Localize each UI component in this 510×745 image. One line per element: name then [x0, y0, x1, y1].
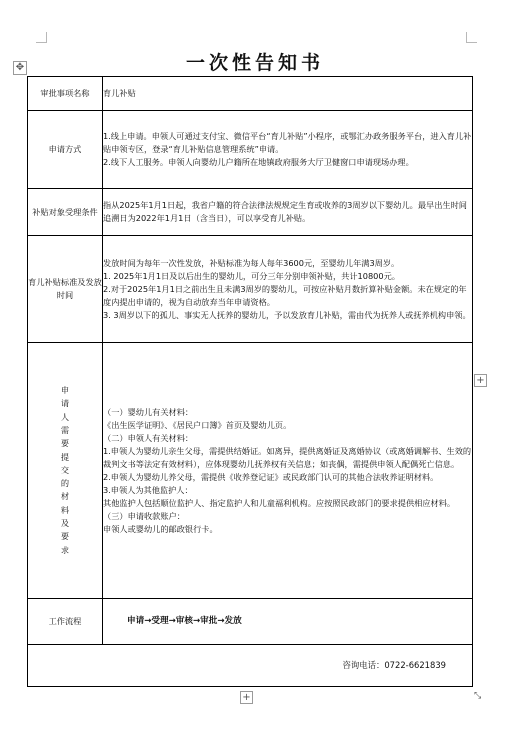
document-title: 一次性告知书	[185, 52, 324, 74]
label-method: 申请方式	[28, 111, 103, 189]
label-standard: 育儿补贴标准及发放时间	[28, 236, 103, 343]
standard-line-4: 3. 3周岁以下的孤儿、事实无人抚养的婴幼儿，予以发放育儿补贴，需由代为抚养人或抚养机构申领。	[103, 309, 471, 320]
materials-line-3: （二）申领人有关材料：	[103, 432, 194, 443]
value-process: 申请→受理→审核→审批→发放	[103, 599, 473, 645]
contact-phone: 咨询电话：0722-6621839	[28, 645, 473, 687]
label-materials-vertical-text: 申请人需要提交的材料及要求	[60, 385, 70, 555]
table-row-materials	[28, 343, 473, 599]
table-row-contact	[28, 645, 473, 687]
label-materials	[28, 343, 103, 599]
materials-line-9: 申领人或婴幼儿的邮政银行卡。	[103, 523, 218, 534]
value-method	[103, 111, 473, 189]
table-row-method	[28, 111, 473, 189]
add-column-button[interactable]: +	[474, 374, 487, 387]
standard-line-1: 发放时间为每年一次性发放，补贴标准为每人每年3600元，至婴幼儿年满3周岁。	[103, 257, 400, 268]
materials-line-8: （三）申请收款账户：	[103, 510, 185, 521]
page-corner-mark-top-left	[36, 32, 47, 43]
label-target: 补贴对象受理条件	[28, 189, 103, 236]
notice-table	[27, 76, 473, 687]
materials-line-1: （一）婴幼儿有关材料：	[103, 406, 194, 417]
value-item-name: 育儿补贴	[103, 77, 473, 111]
table-row-standard	[28, 236, 473, 343]
method-line-1: 1.线上申请。申领人可通过支付宝、微信平台“育儿补贴”小程序，或鄂汇办政务服务平台，进入育儿补贴申领专区，登录“育儿补贴信息管理系统”申请。	[103, 131, 472, 154]
materials-line-2: 《出生医学证明》、《居民户口簿》首页及婴幼儿页。	[103, 419, 292, 430]
page-corner-mark-top-right	[466, 32, 477, 43]
table-row-item	[28, 77, 473, 111]
add-row-button[interactable]: +	[240, 691, 253, 704]
value-materials	[103, 343, 473, 599]
materials-line-5: 2.申领人为婴幼儿养父母，需提供《收养登记证》或民政部门认可的其他合法收养证明材料。	[103, 471, 439, 482]
materials-line-4: 1.申领人为婴幼儿亲生父母，需提供结婚证。如离异，提供离婚证及离婚协议（或离婚调解书、生效的裁判文书等法定有效材料），应体现婴幼儿抚养权有关信息；如丧偶，需提供申领人配偶死亡信息。	[103, 445, 472, 469]
label-process: 工作流程	[28, 599, 103, 645]
table-row-target	[28, 189, 473, 236]
standard-line-2: 1. 2025年1月1日及以后出生的婴幼儿，可分三年分别申领补贴，共计10800元。	[103, 270, 400, 281]
value-standard	[103, 236, 473, 343]
value-target: 指从2025年1月1日起，我省户籍的符合法律法规规定生育或收养的3周岁以下婴幼儿。最早出生时间追溯日为2022年1月1日（含当日），可以享受育儿补贴。	[103, 189, 473, 236]
method-line-2: 2.线下人工服务。申领人向婴幼儿户籍所在地镇政府服务大厅卫健窗口申请现场办理。	[103, 157, 414, 167]
table-move-handle-icon[interactable]: ✥	[13, 61, 27, 75]
table-resize-handle-icon[interactable]: ⤡	[474, 691, 482, 701]
table-row-process	[28, 599, 473, 645]
label-item-name: 审批事项名称	[28, 77, 103, 111]
standard-line-3: 2.对于2025年1月1日之前出生且未满3周岁的婴幼儿，可按应补贴月数折算补贴金额。未在规定的年度内提出申请的，视为自动放弃当年申请资格。	[103, 283, 467, 307]
materials-line-7: 其他监护人包括顺位监护人、指定监护人和儿童福利机构。应按照民政部门的要求提供相应材料。	[103, 497, 456, 508]
materials-line-6: 3.申领人为其他监护人：	[103, 484, 193, 495]
